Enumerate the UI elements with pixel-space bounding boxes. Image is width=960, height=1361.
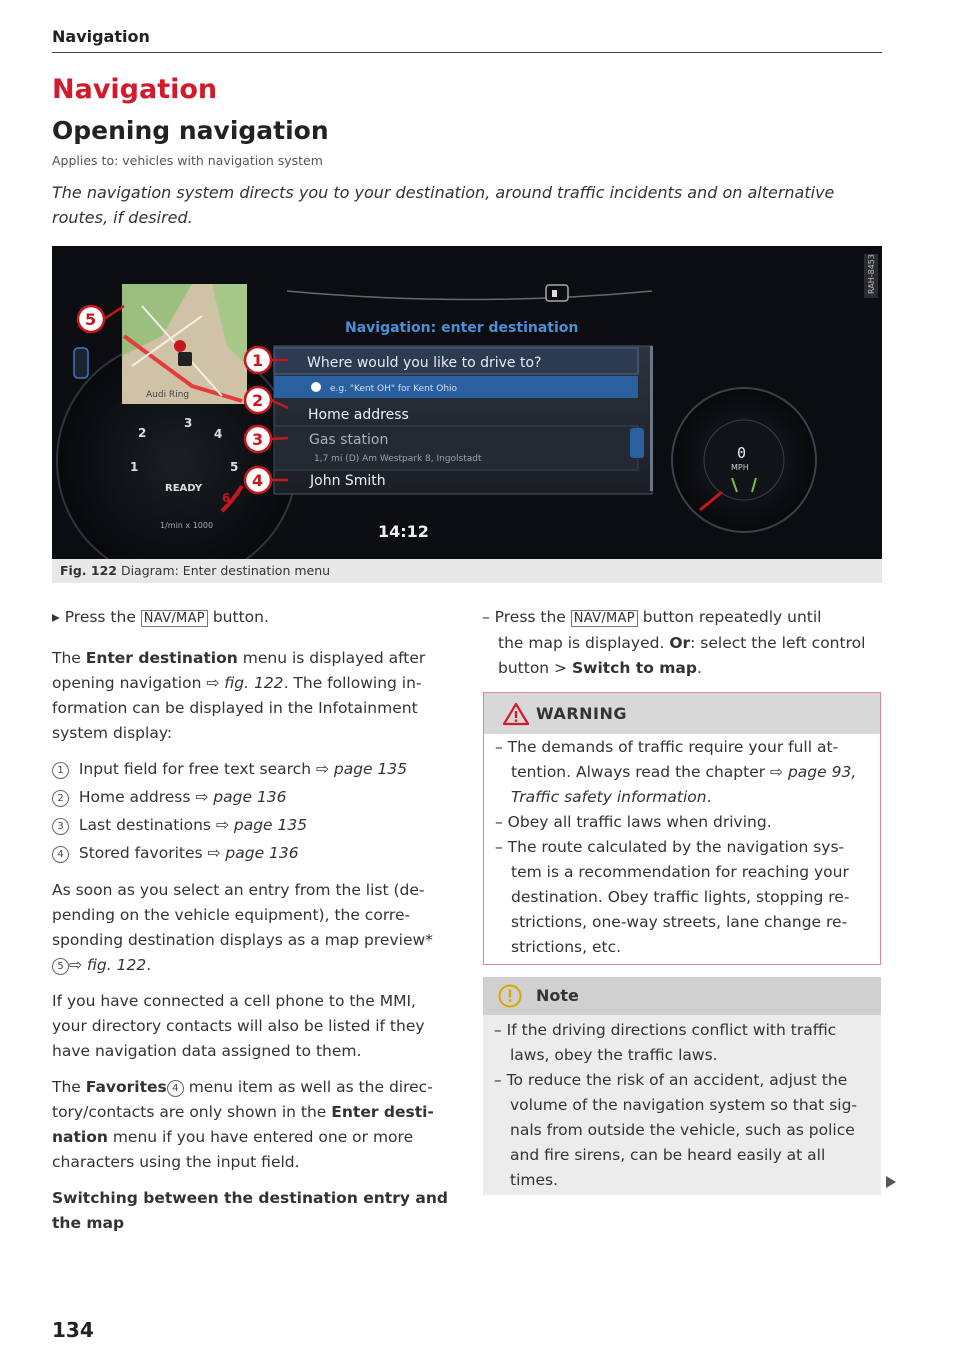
ready-indicator: READY: [165, 483, 203, 494]
search-hint: e.g. "Kent OH" for Kent Ohio: [330, 384, 458, 394]
add-favorite-tab: [630, 428, 644, 458]
map-label: Audi Ring: [146, 390, 190, 400]
home-address-item: Home address: [308, 407, 409, 423]
step-press-nav: ▸ Press the NAV/MAP button.: [52, 608, 269, 626]
warning-icon: [502, 702, 530, 726]
warning-text: – The demands of traffic require your full at- tention. Always read the chapter ⇨ page 93, Traffic safety information. – Obey all traffic laws when driving. – The route calculated by the navigation sys- tem is a recommendation for reaching your destination. Obey traffic lights, stopping re- strictions, one-way streets, lane change re- strictions, etc.: [495, 738, 857, 956]
note-title: Note: [536, 986, 579, 1005]
page-reference[interactable]: ⇨ page 135: [215, 816, 308, 834]
tacho-tick-3: 3: [184, 416, 193, 430]
section-title: Opening navigation: [52, 116, 329, 145]
tacho-tick-4: 4: [214, 427, 223, 441]
page-reference[interactable]: ⇨ page 136: [207, 844, 299, 862]
gas-station-detail: 1,7 mi (D) Am Westpark 8, Ingolstadt: [314, 454, 482, 464]
note-text: – If the driving directions conflict with traffic laws, obey the traffic laws. – To reduce the risk of an accident, adjust the volume of the navigation system so that sig- nals from outside the vehicle, such as police and fire sirens, can be heard easily at all times.: [494, 1021, 858, 1189]
info-icon: [311, 382, 321, 392]
warning-title: WARNING: [536, 704, 627, 723]
figure-reference[interactable]: ⇨ fig. 122: [69, 956, 147, 974]
nav-map-key: NAV/MAP: [141, 610, 208, 627]
step-switch-map: – Press the NAV/MAP button repeatedly until the map is displayed. Or: select the left control button > Switch to map.: [482, 608, 866, 677]
figure-caption: [52, 559, 882, 583]
figure-label: Fig. 122: [60, 563, 117, 578]
callout-5: [78, 306, 124, 332]
screen-title: Navigation: enter destination: [345, 320, 579, 336]
figure-caption-text: Diagram: Enter destination menu: [120, 563, 331, 578]
warning-header: [484, 693, 880, 734]
rpm-label: 1/min x 1000: [160, 521, 214, 530]
page-reference[interactable]: ⇨ page 93,: [770, 763, 857, 781]
header-rule: [52, 52, 882, 53]
favorite-item: John Smith: [310, 473, 386, 489]
tacho-tick-5: 5: [230, 460, 239, 474]
paragraph-favorites: The Favorites 4 menu item as well as the direc- tory/contacts are only shown in the Enter desti- nation menu if you have entered one or more characters using the input field.: [52, 1078, 434, 1171]
page-reference[interactable]: ⇨ page 136: [195, 788, 287, 806]
gas-station-item: Gas station: [309, 432, 389, 448]
figure-reference[interactable]: ⇨ fig. 122: [206, 674, 284, 692]
fuel-marker: [178, 352, 192, 366]
continue-arrow-icon: [886, 1176, 896, 1188]
intro-text: The navigation system directs you to your destination, around traffic incidents and on alternative routes, if desired.: [52, 183, 835, 227]
tacho-tick-1: 1: [130, 460, 139, 474]
svg-text:4: 4: [252, 471, 264, 490]
svg-text:3: 3: [252, 430, 264, 449]
top-arc: [287, 291, 652, 300]
page-number: 134: [52, 1318, 94, 1342]
list-item: 3 Last destinations ⇨ page 135: [52, 813, 307, 838]
list-item: 4 Stored favorites ⇨ page 136: [52, 841, 299, 866]
subheading-switching: Switching between the destination entry and the map: [52, 1189, 448, 1232]
svg-text:1: 1: [252, 351, 264, 370]
speed-value: 0: [737, 444, 747, 462]
figure-122: [52, 246, 882, 559]
warning-box: [483, 692, 881, 965]
tacho-tick-6: 6: [222, 491, 231, 505]
search-placeholder: Where would you like to drive to?: [307, 355, 542, 371]
chapter-title: Navigation: [52, 74, 218, 105]
destination-pin: [174, 340, 186, 352]
speed-unit: MPH: [731, 463, 749, 472]
applies-note: Applies to: vehicles with navigation system: [52, 153, 323, 168]
tacho-tick-2: 2: [138, 426, 147, 440]
list-item: 1 Input field for free text search ⇨ page 135: [52, 757, 407, 782]
svg-text:2: 2: [252, 391, 264, 410]
menu-scrollbar: [650, 346, 653, 491]
paragraph-map-preview: As soon as you select an entry from the list (de- pending on the vehicle equipment), the corre- sponding destination displays as a map preview* 5 ⇨ fig. 122.: [52, 881, 433, 974]
svg-text:5: 5: [85, 310, 97, 329]
paragraph-enter-destination: The Enter destination menu is displayed after opening navigation ⇨ fig. 122. The following in- formation can be displayed in the Infotainment system display:: [52, 649, 426, 742]
clock: 14:12: [378, 522, 429, 541]
cockpit-display-diagram: [52, 246, 882, 559]
list-item: 2 Home address ⇨ page 136: [52, 785, 287, 810]
page-reference[interactable]: ⇨ page 135: [315, 760, 408, 778]
car-icon-detail: [552, 290, 557, 297]
note-box: [483, 977, 881, 1195]
nav-map-key: NAV/MAP: [571, 610, 638, 627]
note-icon: [497, 983, 523, 1009]
running-header: Navigation: [52, 27, 150, 46]
figure-code: RAH-8453: [867, 254, 876, 294]
side-tab: [74, 348, 88, 378]
paragraph-cell-phone: If you have connected a cell phone to the MMI, your directory contacts will also be listed if they have navigation data assigned to them.: [52, 992, 425, 1060]
note-header: [483, 977, 881, 1015]
